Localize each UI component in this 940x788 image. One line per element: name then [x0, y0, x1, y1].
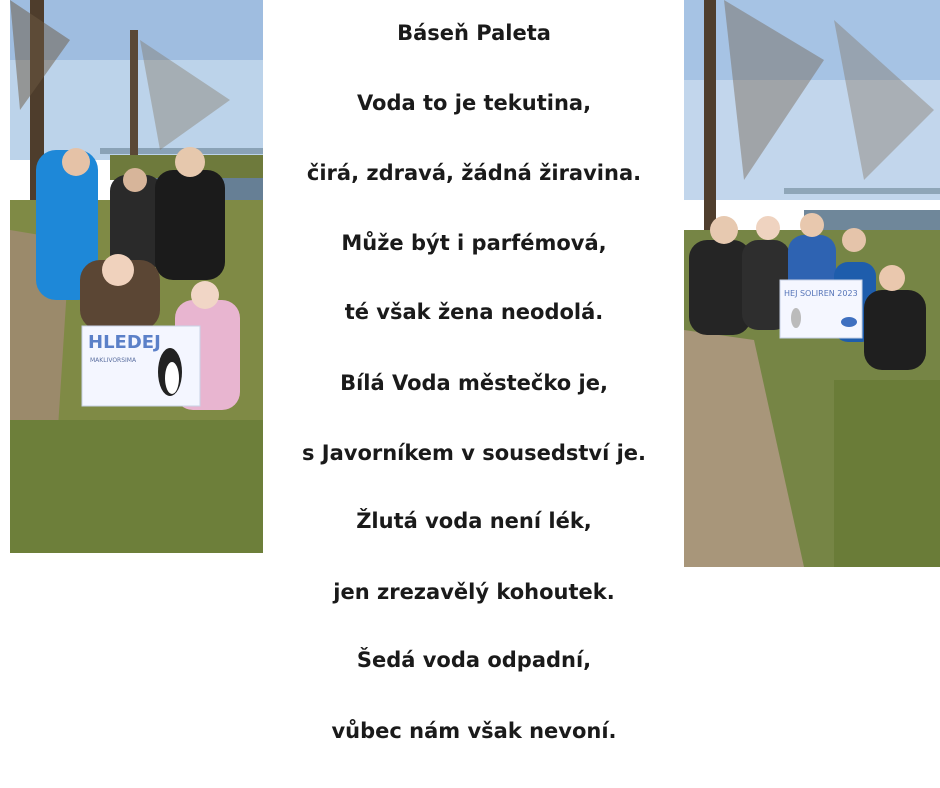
- poem-line: Šedá voda odpadní,: [356, 648, 592, 672]
- left-sign-subtitle: MAKLIVORSIMA: [90, 357, 137, 364]
- poem-line: Žlutá voda není lék,: [356, 509, 592, 533]
- poem-line: vůbec nám však nevoní.: [331, 719, 617, 743]
- photo-right-children-group: [684, 0, 940, 567]
- poem-title: Báseň Paleta: [397, 21, 551, 45]
- poem-line: jen zrezavělý kohoutek.: [333, 580, 615, 604]
- poem-block: [272, 0, 676, 788]
- photo-left-children-group: [10, 0, 263, 553]
- poem-line: té však žena neodolá.: [344, 300, 604, 324]
- poem-line: čirá, zdravá, žádná žiravina.: [306, 161, 642, 185]
- photo-left-scene: [10, 0, 263, 553]
- poem-line: Může být i parfémová,: [341, 231, 607, 255]
- photo-right-scene: [684, 0, 940, 567]
- poem-line: s Javorníkem v sousedství je.: [301, 441, 647, 465]
- left-sign-title: HLEDEJ: [88, 332, 161, 353]
- poem-line: Bílá Voda městečko je,: [340, 371, 608, 395]
- right-sign-title: HEJ SOLIREN 2023: [784, 289, 858, 298]
- poem-line: Voda to je tekutina,: [356, 91, 592, 115]
